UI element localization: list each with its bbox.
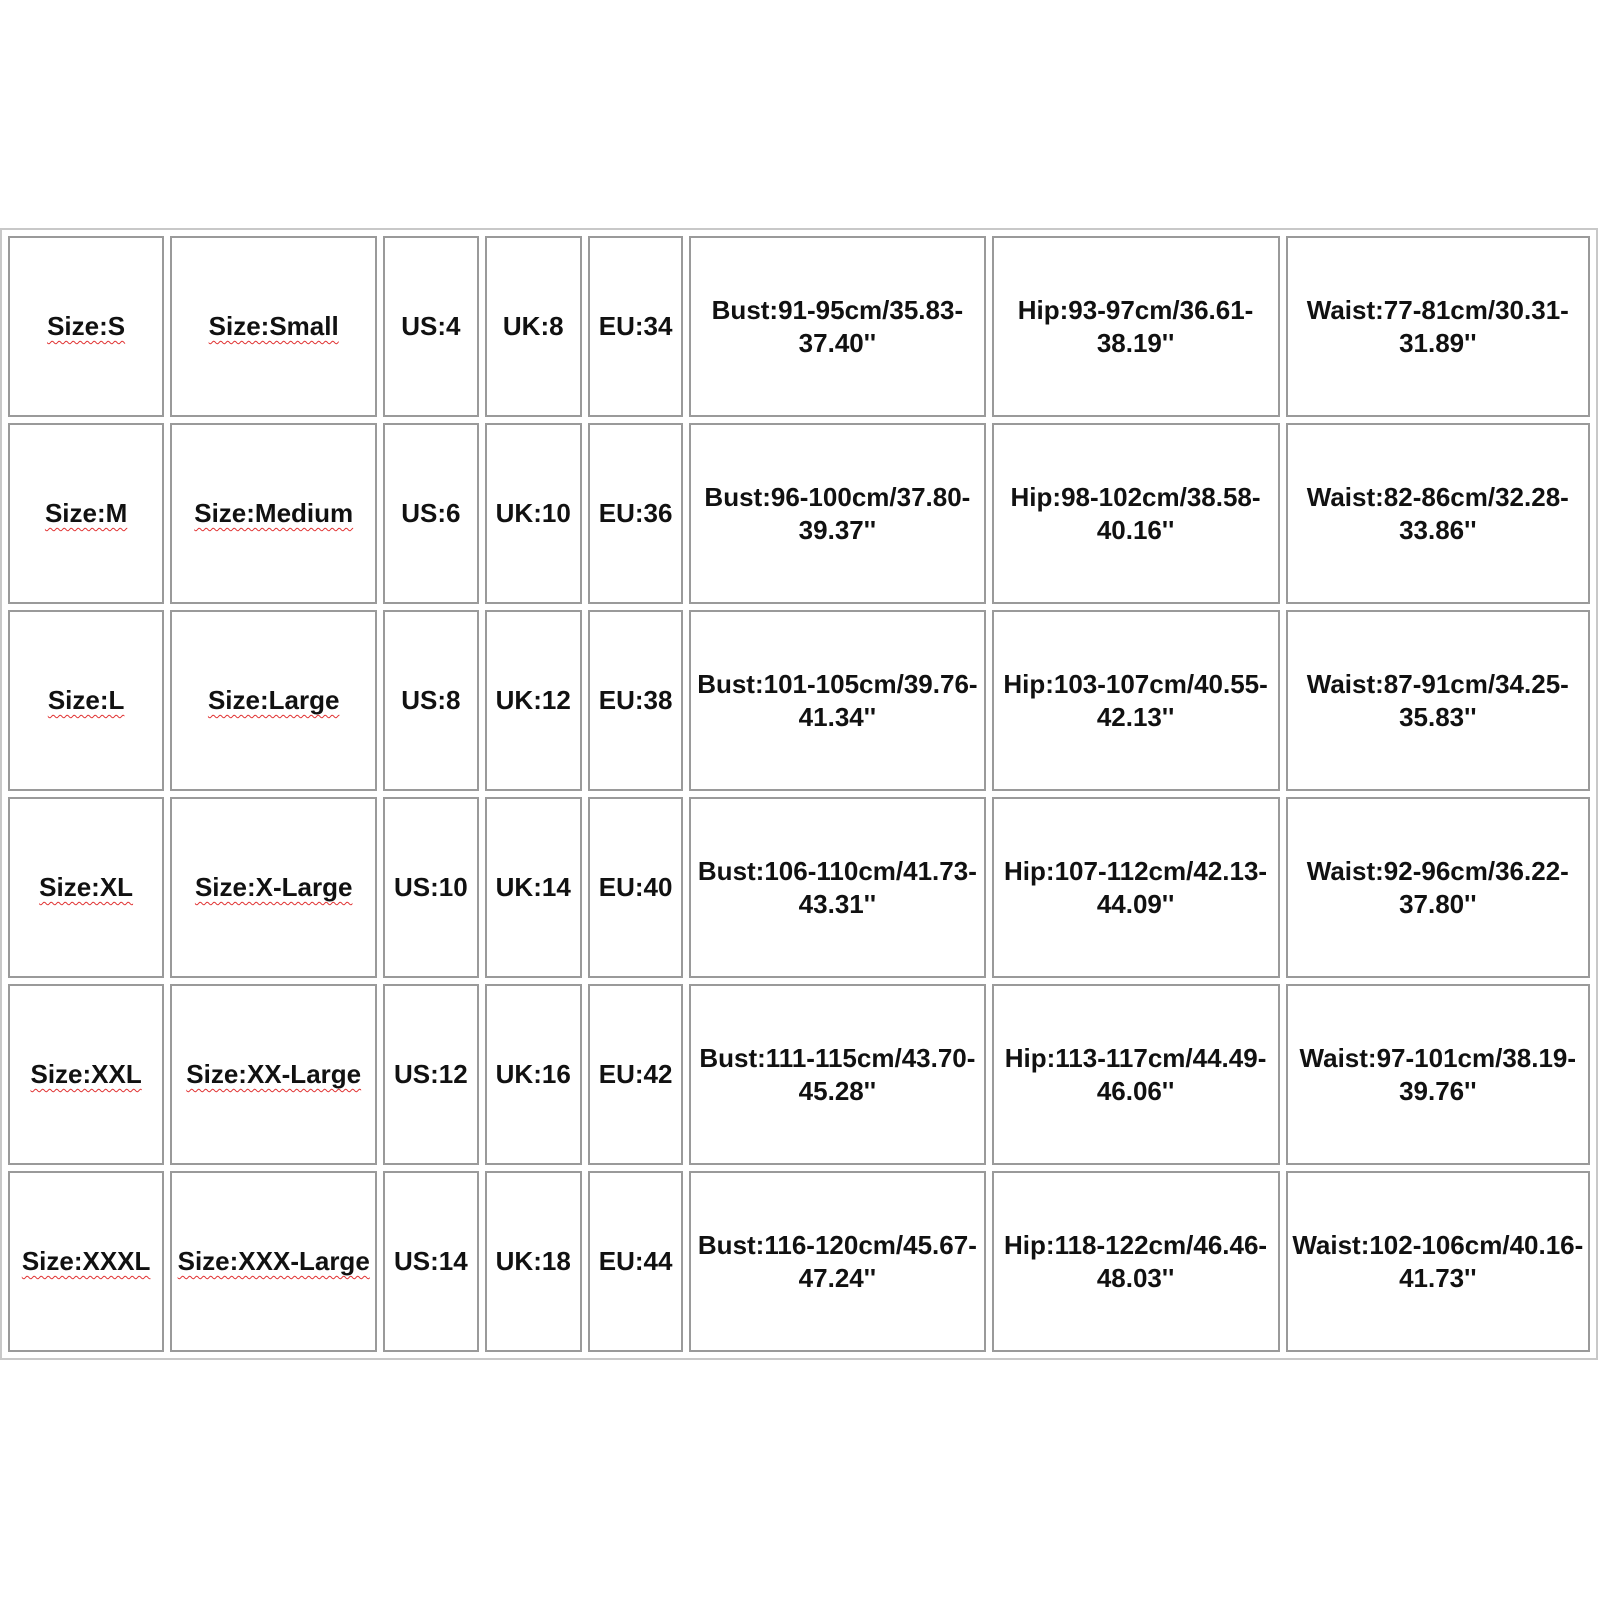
cell-size [8,236,164,417]
cell-eu: EU:36 [588,423,683,604]
size-name-label: Size:X-Large [194,872,353,902]
cell-eu: EU:44 [588,1171,683,1352]
cell-size-name [170,1171,377,1352]
cell-uk: UK:8 [485,236,582,417]
cell-us: US:8 [383,610,478,791]
cell-bust: Bust:106-110cm/41.73-43.31'' [689,797,985,978]
cell-hip: Hip:118-122cm/46.46-48.03'' [992,1171,1280,1352]
cell-bust: Bust:111-115cm/43.70-45.28'' [689,984,985,1165]
cell-size-name [170,236,377,417]
size-name-label: Size:XX-Large [186,1059,362,1089]
cell-uk: UK:16 [485,984,582,1165]
table-row-m [8,423,1590,604]
cell-size-name [170,610,377,791]
size-name-label: Size:Medium [194,498,354,528]
cell-hip: Hip:113-117cm/44.49-46.06'' [992,984,1280,1165]
cell-eu: EU:38 [588,610,683,791]
cell-uk: UK:10 [485,423,582,604]
cell-waist: Waist:102-106cm/40.16-41.73'' [1286,1171,1590,1352]
cell-hip: Hip:98-102cm/38.58-40.16'' [992,423,1280,604]
cell-size [8,984,164,1165]
size-chart-table [0,228,1598,1360]
cell-waist: Waist:97-101cm/38.19-39.76'' [1286,984,1590,1165]
cell-size-name [170,984,377,1165]
cell-eu: EU:34 [588,236,683,417]
table-row-s [8,236,1590,417]
cell-uk: UK:12 [485,610,582,791]
cell-uk: UK:18 [485,1171,582,1352]
cell-uk: UK:14 [485,797,582,978]
cell-size [8,797,164,978]
cell-waist: Waist:92-96cm/36.22-37.80'' [1286,797,1590,978]
cell-hip: Hip:107-112cm/42.13-44.09'' [992,797,1280,978]
table-row-xl [8,797,1590,978]
cell-size-name [170,797,377,978]
cell-us: US:4 [383,236,478,417]
cell-bust: Bust:116-120cm/45.67-47.24'' [689,1171,985,1352]
size-label: Size:L [47,685,125,715]
cell-us: US:14 [383,1171,478,1352]
size-label: Size:M [44,498,128,528]
size-name-label: Size:Small [208,311,339,341]
cell-eu: EU:42 [588,984,683,1165]
cell-size [8,423,164,604]
table-row-xxl [8,984,1590,1165]
cell-eu: EU:40 [588,797,683,978]
cell-us: US:10 [383,797,478,978]
table-row-l [8,610,1590,791]
size-name-label: Size:XXX-Large [177,1246,370,1276]
cell-hip: Hip:93-97cm/36.61-38.19'' [992,236,1280,417]
cell-bust: Bust:96-100cm/37.80-39.37'' [689,423,985,604]
cell-size-name [170,423,377,604]
size-label: Size:XXL [30,1059,142,1089]
cell-size [8,610,164,791]
size-label: Size:XL [39,872,134,902]
cell-waist: Waist:87-91cm/34.25-35.83'' [1286,610,1590,791]
size-label: Size:XXXL [21,1246,151,1276]
cell-waist: Waist:82-86cm/32.28-33.86'' [1286,423,1590,604]
cell-waist: Waist:77-81cm/30.31-31.89'' [1286,236,1590,417]
cell-size [8,1171,164,1352]
table-row-xxxl [8,1171,1590,1352]
cell-hip: Hip:103-107cm/40.55-42.13'' [992,610,1280,791]
cell-us: US:12 [383,984,478,1165]
cell-bust: Bust:91-95cm/35.83-37.40'' [689,236,985,417]
cell-us: US:6 [383,423,478,604]
size-name-label: Size:Large [207,685,340,715]
cell-bust: Bust:101-105cm/39.76-41.34'' [689,610,985,791]
size-label: Size:S [47,311,126,341]
